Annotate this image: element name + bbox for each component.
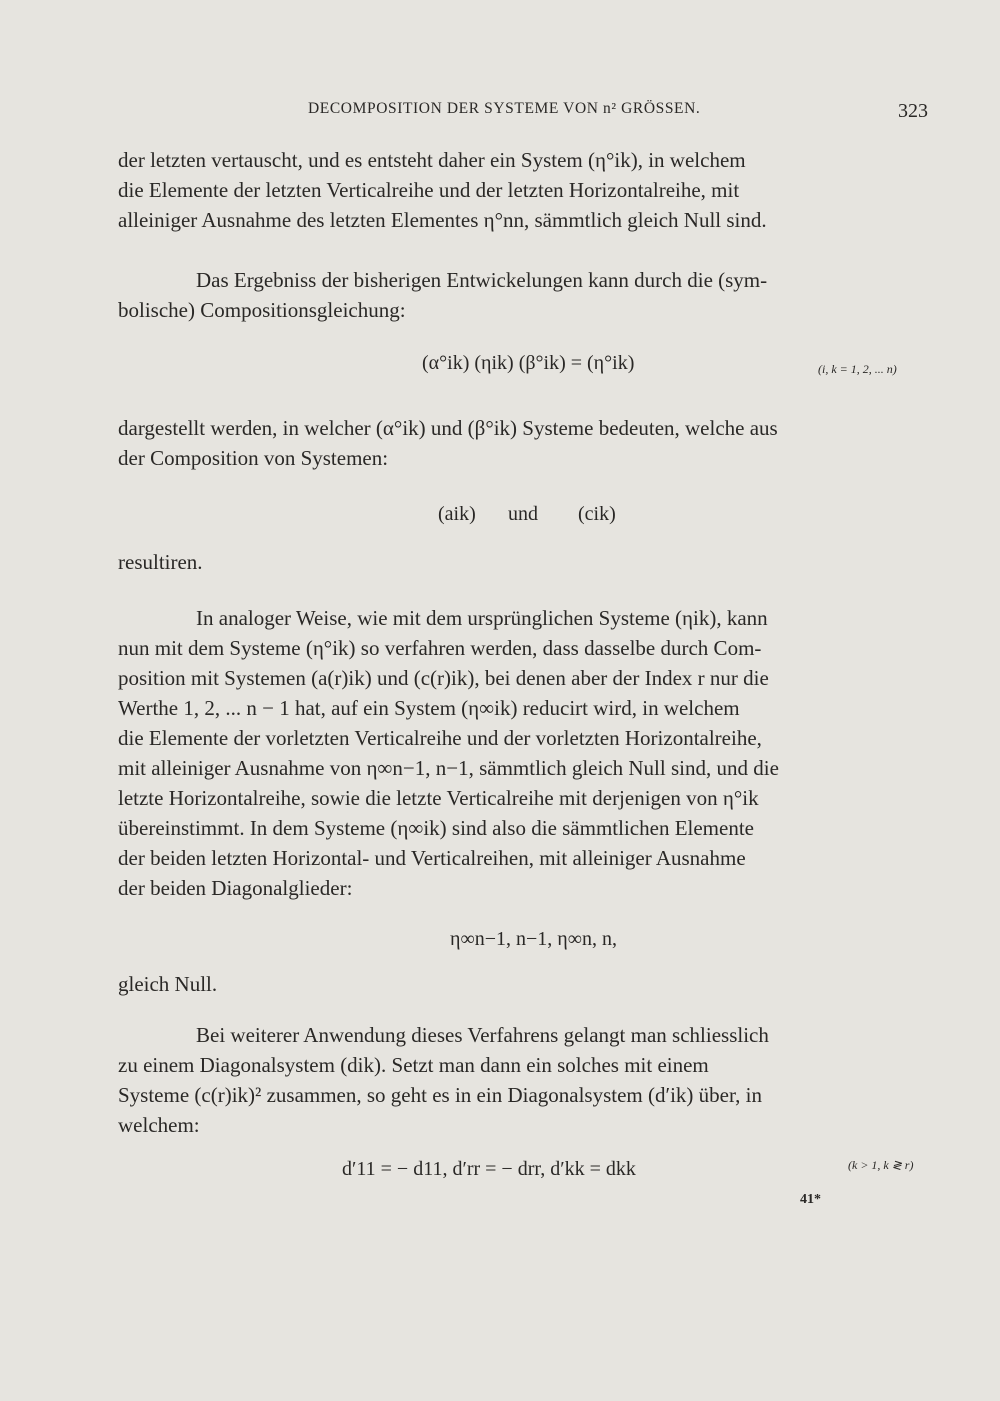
composition-condition: (i, k = 1, 2, ... n) — [818, 362, 897, 376]
system-a: (aik) — [438, 503, 476, 525]
gleich-null-word: gleich Null. — [118, 972, 218, 996]
text-line: Bei weiterer Anwendung dieses Verfahrens gelangt man schliesslich — [196, 1023, 769, 1047]
text-line: die Elemente der letzten Verticalreihe und der letzten Horizontalreihe, mit — [118, 178, 740, 202]
paragraph-2 — [118, 265, 934, 325]
text-line: In analoger Weise, wie mit dem ursprünglichen Systeme (ηik), kann — [196, 606, 768, 630]
systems-und: und — [508, 503, 538, 525]
resultiren-word: resultiren. — [118, 550, 203, 574]
paragraph-1 — [118, 145, 934, 235]
paragraph-7 — [118, 1020, 934, 1140]
text-line: bolische) Compositionsgleichung: — [118, 298, 406, 322]
signature-mark: 41* — [800, 1192, 821, 1207]
final-equation: d′11 = − d11, d′rr = − drr, d′kk = dkk — [342, 1158, 636, 1180]
composition-equation: (α°ik) (ηik) (β°ik) = (η°ik) — [422, 352, 635, 374]
text-line: position mit Systemen (a(r)ik) und (c(r)ik), bei denen aber der Index r nur die — [118, 666, 769, 690]
running-head: DECOMPOSITION DER SYSTEME VON n² GRÖSSEN. — [308, 100, 701, 117]
text-line: der Composition von Systemen: — [118, 446, 389, 470]
text-line: Werthe 1, 2, ... n − 1 hat, auf ein System (η∞ik) reducirt wird, in welchem — [118, 696, 740, 720]
text-line: der letzten vertauscht, und es entsteht daher ein System (η°ik), in welchem — [118, 148, 746, 172]
page-header — [0, 96, 1000, 130]
page-number: 323 — [898, 100, 928, 122]
diagonal-members: η∞n−1, n−1, η∞n, n, — [450, 928, 617, 950]
text-line: alleiniger Ausnahme des letzten Elementes η°nn, sämmtlich gleich Null sind. — [118, 208, 767, 232]
paragraph-3 — [118, 413, 934, 473]
system-c: (cik) — [578, 503, 616, 525]
paragraph-5 — [118, 603, 934, 903]
text-line: letzte Horizontalreihe, sowie die letzte Verticalreihe mit derjenigen von η°ik — [118, 786, 759, 810]
text-line: zu einem Diagonalsystem (dik). Setzt man dann ein solches mit einem — [118, 1053, 709, 1077]
text-line: mit alleiniger Ausnahme von η∞n−1, n−1, sämmtlich gleich Null sind, und die — [118, 756, 779, 780]
text-line: der beiden Diagonalglieder: — [118, 876, 353, 900]
text-line: Systeme (c(r)ik)² zusammen, so geht es in ein Diagonalsystem (d′ik) über, in — [118, 1083, 762, 1107]
text-line: dargestellt werden, in welcher (α°ik) und (β°ik) Systeme bedeuten, welche aus — [118, 416, 778, 440]
final-condition: (k > 1, k ≷ r) — [848, 1158, 914, 1172]
text-line: Das Ergebniss der bisherigen Entwickelungen kann durch die (sym- — [196, 268, 768, 292]
text-line: die Elemente der vorletzten Verticalreihe und der vorletzten Horizontalreihe, — [118, 726, 762, 750]
text-line: übereinstimmt. In dem Systeme (η∞ik) sind also die sämmtlichen Elemente — [118, 816, 754, 840]
text-line: welchem: — [118, 1113, 200, 1137]
text-line: der beiden letzten Horizontal- und Verticalreihen, mit alleiniger Ausnahme — [118, 846, 746, 870]
text-line: nun mit dem Systeme (η°ik) so verfahren werden, dass dasselbe durch Com- — [118, 636, 762, 660]
